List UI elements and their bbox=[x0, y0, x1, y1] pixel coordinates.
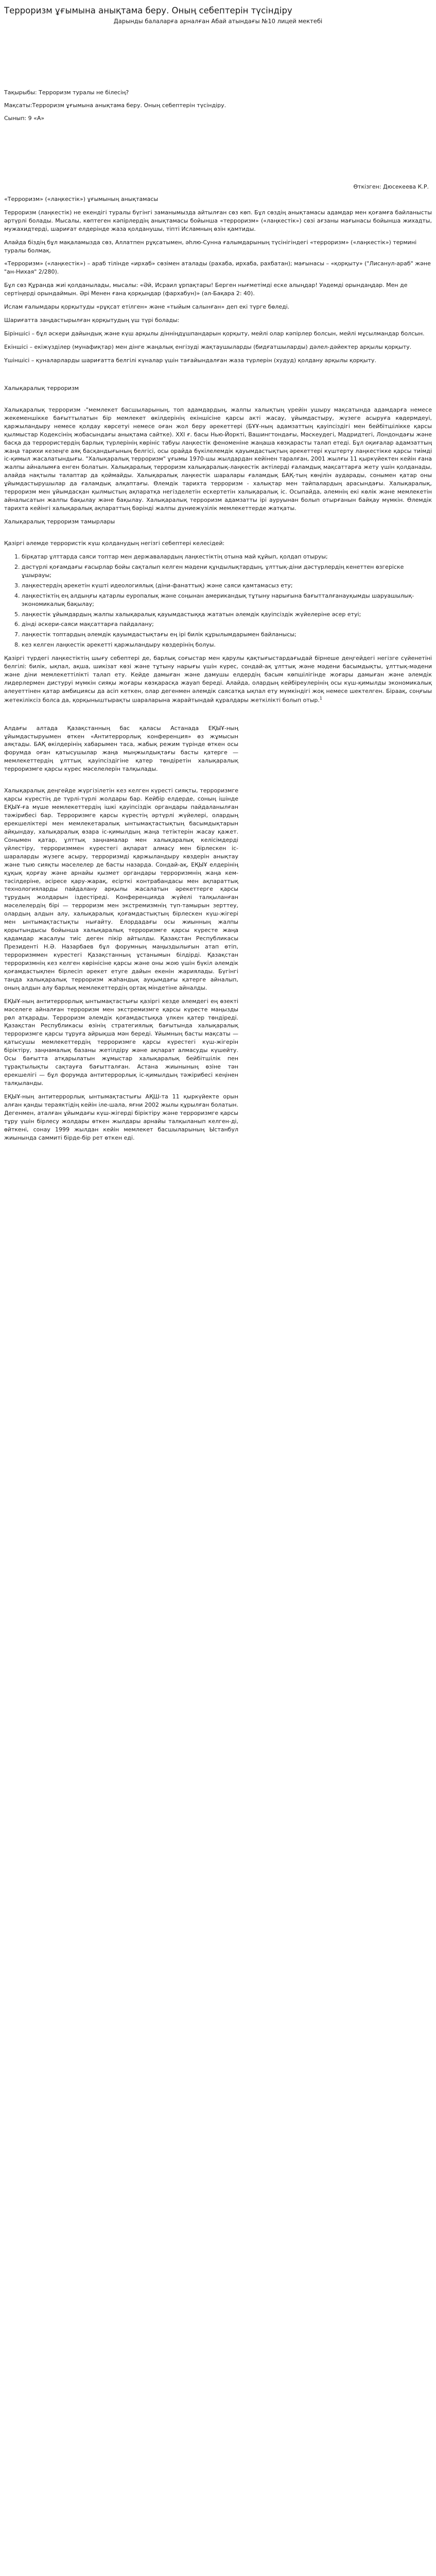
cause-item: 3. лаңкестердің әрекетін күшті идеологиялық (діни-фанаттық) және саяси қамтамасыз ету; bbox=[22, 582, 432, 590]
cause-item: 5. лаңкестік ұйымдардың жалпы халықаралық қауымдастыққа жататын әлемдік қауіпсіздік жүйелеріне әсер етуі; bbox=[22, 611, 432, 619]
international-terrorism-heading: Халықаралық терроризм bbox=[4, 384, 79, 392]
intro-paragraph-3: «Терроризм» («лаңкестік») – араб тілінде «ирхаб» сөзімен аталады (рахаба, ирхаба, рахбатан); мағынасы – «қорқыту» ("Лисанул-араб" және "ан-Нихая" 2/280). bbox=[4, 260, 431, 276]
causes-list bbox=[4, 553, 432, 649]
footnote-marker[interactable]: 1 bbox=[319, 696, 322, 701]
document-title: Терроризм ұғымына анықтама беру. Оның себептерін түсіндіру bbox=[4, 6, 292, 15]
lesson-meta bbox=[4, 89, 432, 123]
document-page bbox=[0, 0, 436, 1158]
osce-history-paragraph: ЕҚЫҰ-ның антитеррорлық ынтымақтастығы АҚШ-та 11 қыркүйекте орын алған қанды тераяктідің кейін іле-шала, яғни 2002 жылы құрылған болатын. Дегенмен, аталған ұйымдағы күш-жігерді біріктіру және терроризмге қарсы тұру үшін бірлесу жолдары өткен жылдары арнайы талқыланып келген-ді, өйткені, сонау 1999 жылдан кейін мемлекет басшыларының Ыстанбул жиынында саммиті бірде-бір рет өткен еді. bbox=[4, 1093, 238, 1141]
cause-item: 8. кез келген лаңкестік әрекетті қаржыландыру көздерінің болуы. bbox=[22, 641, 432, 649]
causes-intro: Қазіргі әлемде террористік күш қолданудың негізгі себептері келесідей: bbox=[4, 539, 225, 547]
intro-paragraph-1: Терроризм (лаңкестік) не екендігі туралы бүгінгі заманымызда айтылған сөз көп. Бұл сөздің анықтамасы адамдар мен қоғамға байланысты әртүрлі болады. Мысалы, көптеген кәпірлердің анықтамасы бойынша «терроризм» («лаңкестік») сөзі ағзаны мағынасы бойынша жихадты, мужахидтерді, шариғат елдерінде жаза қолданушы, тіпті Исламның өзін қамтиды. bbox=[4, 209, 432, 232]
intro-paragraph-5: Ислам ғалымдары қорқытуды «рұқсат етілген» және «тыйым салынған» деп екі түрге бөледі. bbox=[4, 303, 290, 311]
causes-paragraph-text: Қазіргі түрдегі лаңкестіктің шығу себептері де, барлық соғыстар мен қарулы қақтығыстардағыдай бірнеше деңгейдегі негізге сүйенетіні белгілі: билік, ықпал, ақша, шикізат көзі және тұтыну нарығы үшін күрес, сондай-ақ ұлттық және мәдени басымдықты, ұлттық-мәдени және діни мемлекеттілікті талап ету. Кейде дамыған және дамушы елдердің басым көпшілігінде жоғары дамыған және әлемдік лидерлермен дистуруі мүмкін сияқы жоғары көзқарасқа жауап береді. Алайда, олардың кейбіреулерінің осы күш-қимылды экономикалық әлеуеттінен қатар амбициясы да асіп кеткен, олар дегенмен әлемдік саясатқа ықпал ету мүмкіндігі жоқ немесе шектелген. Біраақ, соңғыы жетекіліксіз болса да, қорқыныштырақты шараларына жарайтындай құралдары жеткілікті болып отыр. bbox=[4, 655, 432, 704]
intro-paragraph-9: Үшіншісі – қуналарларды шариғатта белгілі күналар үшін тағайындалған жаза түрлерін (худуд) қолдану арқылы қорқыту. bbox=[4, 357, 377, 364]
definition-heading: «Терроризм» («лаңкестік») ұғымының анықтамасы bbox=[4, 195, 159, 202]
causes-heading: Халықаралық терроризм тамырлары bbox=[4, 518, 115, 526]
astana-conference-paragraph: Алдағы алтада Қазақстанның бас қаласы Астанада ЕҚЫҰ-ның ұйымдастыруымен өткен «Антитеррорлық конференция» өз жұмысын аяқтады. БАҚ өкілдерінің хабарымен таса, жабық режим түрінде өткен осы форумда оған қатысушылар жаңа мыңжылдықтағы басты қатерге — мемлекеттердің ұлттық қауіпсіздігіне қатер төндіретін халықаралық терроризмге қарсы күрес мәселелерін талқылады. bbox=[4, 724, 238, 773]
intro-paragraph-4: Бұл сөз Құранда жиі қолданылады, мысалы: «Әй, Исраил ұрпақтары! Берген нығметімді еске алыңдар! Уәдемді орындаңдар. Мен де сертіңерді орындаймын. Әрі Менен ғана қорқыңдар (фархабун)» (әл-Бақара 2: 40). bbox=[4, 282, 408, 297]
lesson-topic: Тақырыбы: Терроризм туралы не білесің? bbox=[4, 89, 129, 96]
narrow-column bbox=[4, 724, 238, 1142]
cause-item: 7. лаңкестік топтардың әлемдік қауымдастықтағы ең ірі билік құрылымдарымен байланысы; bbox=[22, 631, 432, 639]
intro-paragraph-8: Екіншісі – екіжүзділер (мунафиқтар) мен дінге жаңалық енгізуді жақтаушыларды (бидғатшыларды) дәлел-дәйектер арқылы қорқыту. bbox=[4, 344, 412, 351]
school-subtitle: Дарынды балаларға арналған Абай атындағы №10 лицей мектебі bbox=[113, 18, 323, 25]
cause-item: 1. бірқатар ұлттарда саяси топтар мен державалардың лаңкестіктің отына май құйып, қолдап отыруы; bbox=[22, 553, 432, 561]
intro-paragraph-2: Алайда біздің бұл мақаламызда сөз, Аллатпен рұқсатымен, әһлю-Сунна ғалымдарының түсінігіндегі «терроризм» («лаңкестік») термині туралы болмақ. bbox=[4, 239, 417, 254]
lesson-goal: Мақсаты:Терроризм ұғымына анықтама беру. Оның себептерін түсіндіру. bbox=[4, 102, 226, 109]
intro-paragraph-7: Біріншісі – бұл әскери дайындық және күш арқылы дінніңдұшпандарын қорқыту, мейлі олар кәпірлер болсын, мейлі мұсылмандар болсын. bbox=[4, 330, 425, 337]
causes-paragraph bbox=[4, 654, 432, 704]
international-terrorism-paragraph: Халықаралық терроризм -"мемлекет басшыларының, топ адамдардың, жалпы халықтың үрейін ушыру мақсатында адамдарға немесе жекеменшікке бағыттылатын бір мемлекет өкілдерінің екіншісіне қарсы акті жасау, ұйымдастыру, жүзеге асыруға көдермдеуі, қаржыландыру немесе қолдау көрсетуі немесе оған жол беру әрекеттері (БҰҰ-ның адамзаттың қауіпсіздігі мен бейбітшілікке қарсы қылмыстар Кодексінің жобасындағы анықтама сайтке). XXI ғ. басы Нью-Йоркті, Вашингтондағы, Мәскеудегі, Мадридтегі, Лондондағы және басқа да террористердің барлық түрлерінің көрініс табуы лаңкестік феноменіне жаңаша көзқарасты талап етеді. Бұл оқиғалар адамзаттың жаңа тарихи кезеңге аяқ басқандығының белгісі, осы орайда бүкілелемдік қауымдастықтың әрекеттері күштерту лаңкестікке қарсы тиімді іс-қимыл жасалатындығы. "Халықаралық терроризм" ұғымы 1970-шы жылдардан кейінен таралған, 2001 жылғы 11 қыркүйектен кейін ғана жалпы айналымға енген болатын. Халықаралық терроризм халықаралық-лаңкестік актілерді ғаламдық мақсаттарға жету үшін қолданады, алайда нақтылы талаптар да қоймайды. Халықаралық лаңкестік шаралары ғаламдық БАҚ-тың көңілін аударады, сонымен қатар оны ұйымдастырушылар да ғаламдық алқаптағы. Өлемдік тарихта терроризм - халықтар мен тайпалардың арасындағы. Халықаралық, терроризм мен ұйымдасқан қылмыстың ақпаратқа негізделетін ескертетін халықаралық іс. Осыпайда, әлемнің екі көлік және мемлекетін айналысатын жалпы бақылау және бақылау. Халықаралық терроризм адамзатты ірі ауруынан болып отырғанын байқау мүмкін. Өлемдік тарихта кейінгі халықаралық ақпараттың бәрінді жалпы дүниежүзілік мемлекеттерде жатқаты. bbox=[4, 406, 432, 512]
international-level-paragraph: Халықаралық деңгейде жүргізілетін кез келген күресті сияқты, терроризмге қарсы күрестің де түрлі-түрлі жолдары бар. Кейбір елдерде, соның ішінде ЕҚЫҰ-ға мүше мемлекеттердің ішкі қауіпсіздік органдары пайдаланылған тәжірибесі бар. Терроризмге қарсы күрестің әртүрлі жүйелері, олардың ерекшеліктері мен мемлекетаралық ынтымақтастықтың басымдықтарын айқындау, халықаралық өзара іс-қимылдың жаңа тетіктерін жасау қажет. Сонымен қатар, ұлттық заңнамалар мен халықаралық келісімдерді үйлестіру, терроризммен күрестегі ақпарат алмасу мен бірлескен іс-шараларды жүзеге асыру, терроризмді қаржыландыру көздерін анықтау және тыю сияқты мәселелер де басты назарда. Сондай-ақ, ЕҚЫҰ елдерінің құқық қорғау және арнайы қызмет органдары терроризмнің жаңа кем-тәсілдеріне, әсіресе қару-жарақ, есірткі контрабандасы мен ақпараттық технологияларды пайдалану арқылы жасалатын әрекеттерге қарсы тұрудың жолдарын іздестіреді. Конференцияда жүйелі талқыланған мәселелердің бірі — терроризм мен экстремизмнің түп-тамырын зерттеу, олардың алдын алу, халықаралық қоғамдастықтың бірлескен күш-жігері мен ынтымақтастықты нығайту. Елордадағы осы жиынның жалпы қорытындысы бойынша халықаралық терроризмге қарсы күресте жаңа қадамдар жасалуы тиіс деген пікір айтылды. Қазақстан Республикасы Президенті Н.Ә. Назарбаев бұл форумның маңыздылығын атап өтіп, терроризммен күрестегі Қазақстанның ұстанымын білдірді. Қазақстан терроризмнің кез келген көрінісіне қарсы және оны жою үшін бүкіл әлемдік қоғамдастықпен бірлесіп әрекет етуге дайын екенін жариялады. Бүгінгі таңда халықаралық терроризм жаһандық ауқымдағы қатерге айналып, оның алдын алу барлық мемлекеттердің ортақ міндетіне айналды. bbox=[4, 787, 238, 991]
lesson-grade: Сынып: 9 «А» bbox=[4, 114, 45, 122]
cause-item: 2. дәстүрлі қоғамдағы ғасырлар бойы сақталып келген мәдени құндылықтардың, ұлттық-діни дәстүрлердің кенеттен өзгеріске ұшырауы; bbox=[22, 563, 432, 580]
cause-item: 6. дінді әскери-саяси мақсаттарға пайдалану; bbox=[22, 620, 432, 629]
author-line: Өткізген: Дюсекеева К.Р. bbox=[353, 183, 429, 190]
osce-paragraph: ЕҚЫҰ-ның антитеррорлық ынтымақтастығы қазіргі кезде әлемдегі ең өзекті мәселеге айналған терроризм мен экстремизмге қарсы күресте маңызды рөл атқарады. Терроризм әлемдік қоғамдастыққа үлкен қатер төндіреді. Қазақстан Республикасы өзінің стратегиялық бағытында халықаралық терроризмге қарсы тұруға айрықша мән береді. Ұйымның басты мақсаты — қатысушы мемлекеттердің терроризмге қарсы күрестегі күш-жігерін біріктіру, заңнамалық базаны жетілдіру және ақпарат алмасуды күшейту. Осы бағытта атқарылатын жұмыстар халықаралық бейбітшілік пен тұрақтылықты сақтауға бағытталған. Астана жиынының өзіне тән ерекшелігі — бұл форумда антитеррорлық іс-қимылдың тәжірибесі кеңінен талқыланды. bbox=[4, 997, 238, 1087]
cause-item: 4. лаңкестіктің ең алдыңғы қатарлы еуропалық және соңынан американдық тұтыну нарығына бағытталғанауқымды шаруашылық-экономикалық бақылау; bbox=[22, 592, 432, 608]
intro-paragraph-6: Шариғатта заңдастырылған қорқытудың үш түрі болады: bbox=[4, 317, 180, 324]
